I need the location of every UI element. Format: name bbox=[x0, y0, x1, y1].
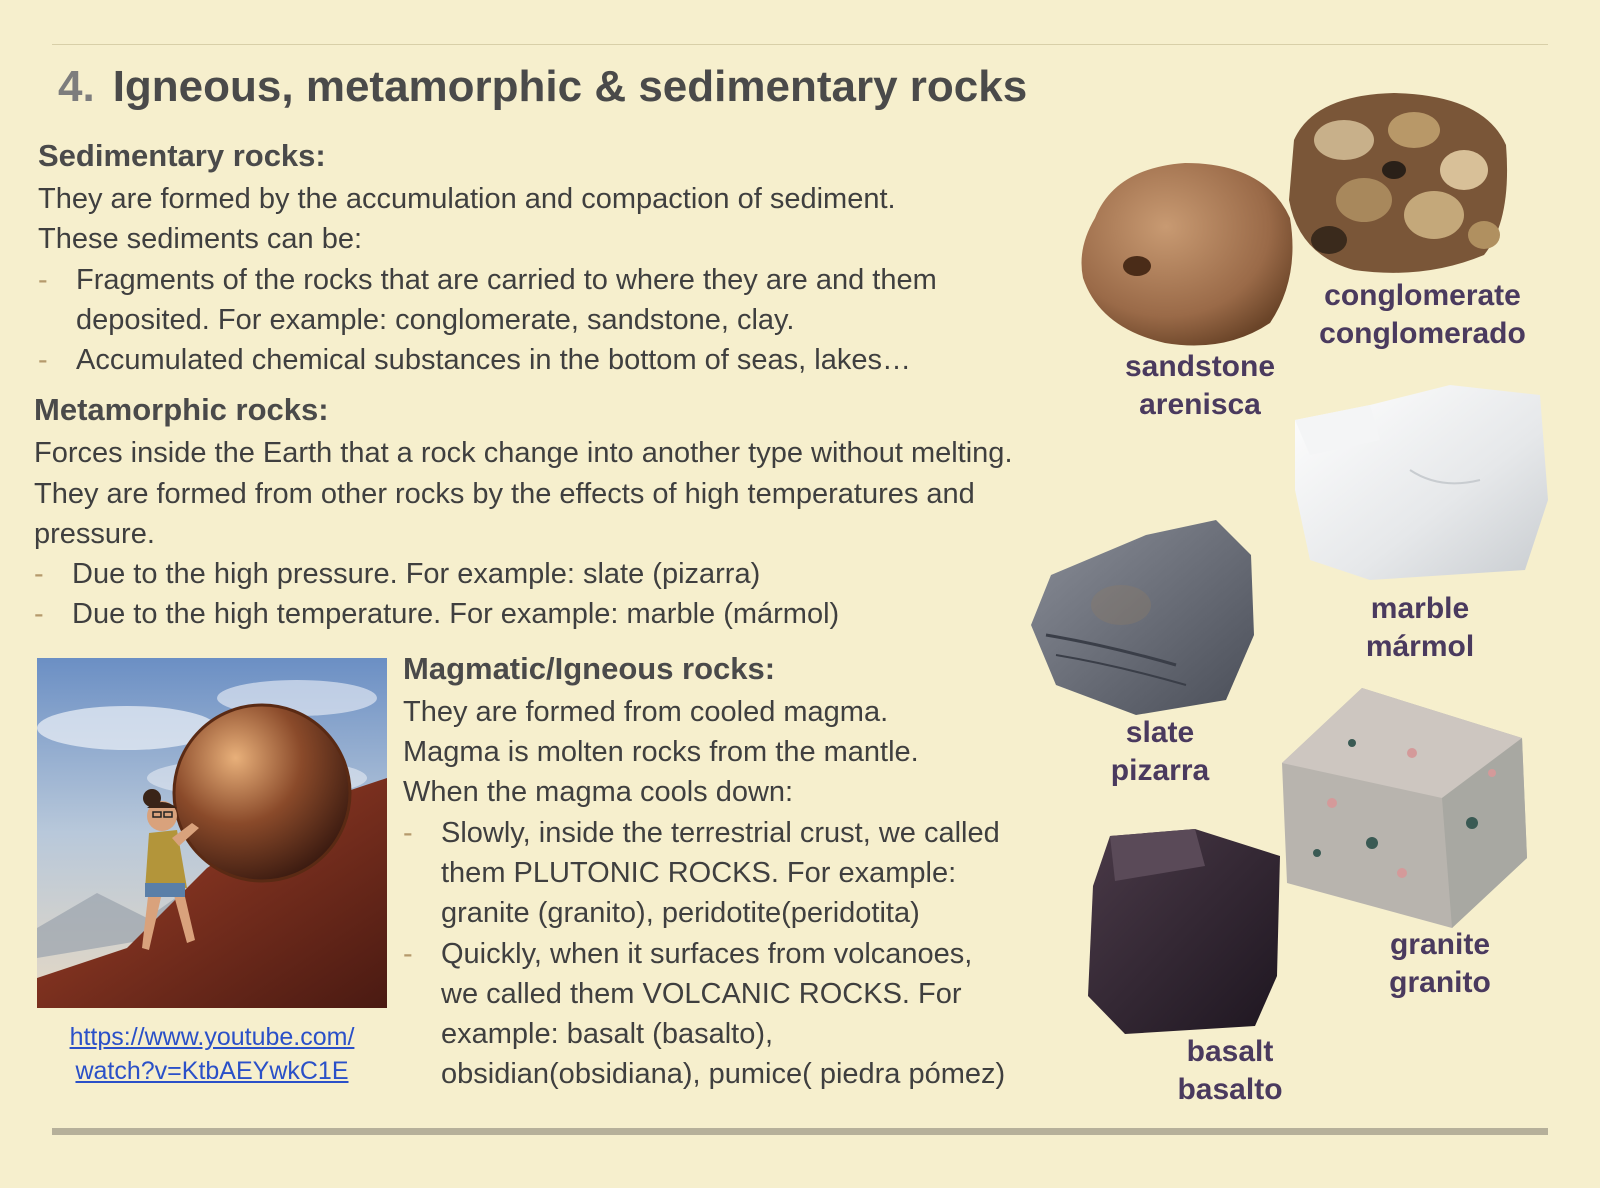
basalt-label bbox=[1130, 1033, 1330, 1109]
igneous-heading: Magmatic/Igneous rocks: bbox=[403, 651, 776, 686]
granite-image bbox=[1272, 683, 1530, 931]
top-divider bbox=[52, 44, 1548, 45]
igneous-bullet-2-line-2: we called them VOLCANIC ROCKS. For bbox=[441, 978, 962, 1010]
conglomerate-label bbox=[1300, 277, 1545, 353]
igneous-bullet-1-line-1: Slowly, inside the terrestrial crust, we called bbox=[441, 817, 1000, 849]
title-number: 4. bbox=[58, 62, 95, 111]
igneous-bullet-2-line-3: example: basalt (basalto), bbox=[441, 1018, 774, 1050]
bullet-marker: - bbox=[34, 598, 44, 630]
marble-es: mármol bbox=[1365, 630, 1475, 663]
marble-image bbox=[1290, 380, 1550, 585]
sedimentary-line-1: They are formed by the accumulation and compaction of sediment. bbox=[38, 183, 896, 215]
igneous-bullet-1-line-2: them PLUTONIC ROCKS. For example: bbox=[441, 857, 957, 889]
basalt-image bbox=[1085, 826, 1285, 1036]
basalt-es: basalto bbox=[1177, 1073, 1283, 1106]
sedimentary-bullet-1-line-2: deposited. For example: conglomerate, sandstone, clay. bbox=[76, 304, 795, 336]
title-text: Igneous, metamorphic & sedimentary rocks bbox=[112, 62, 1028, 111]
metamorphic-line-1: Forces inside the Earth that a rock change into another type without melting. bbox=[34, 437, 1013, 469]
sedimentary-bullet-2-line-1: Accumulated chemical substances in the bottom of seas, lakes… bbox=[76, 344, 911, 376]
bottom-divider bbox=[52, 1128, 1548, 1135]
conglomerate-en: conglomerate bbox=[1324, 279, 1521, 312]
igneous-line-3: When the magma cools down: bbox=[403, 776, 794, 808]
basalt-en: basalt bbox=[1186, 1035, 1274, 1068]
sandstone-label bbox=[1100, 348, 1300, 424]
sedimentary-heading: Sedimentary rocks: bbox=[38, 138, 326, 173]
sedimentary-line-2: These sediments can be: bbox=[38, 223, 363, 255]
slate-es: pizarra bbox=[1110, 754, 1210, 787]
sandstone-image bbox=[1075, 158, 1300, 353]
bullet-marker: - bbox=[38, 264, 48, 296]
conglomerate-es: conglomerado bbox=[1319, 317, 1526, 350]
youtube-link-line-2[interactable]: watch?v=KtbAEYwkC1E bbox=[75, 1057, 349, 1085]
igneous-line-2: Magma is molten rocks from the mantle. bbox=[403, 736, 919, 768]
granite-en: granite bbox=[1389, 928, 1491, 961]
igneous-bullet-1-line-3: granite (granito), peridotite(peridotita) bbox=[441, 897, 920, 929]
bullet-marker: - bbox=[38, 344, 48, 376]
metamorphic-bullet-2: Due to the high temperature. For example: marble (mármol) bbox=[72, 598, 840, 630]
marble-en: marble bbox=[1370, 592, 1470, 625]
youtube-link[interactable] bbox=[37, 1020, 387, 1088]
igneous-bullet-2-line-1: Quickly, when it surfaces from volcanoes, bbox=[441, 938, 973, 970]
conglomerate-image bbox=[1284, 90, 1512, 280]
granite-label bbox=[1340, 926, 1540, 1002]
bullet-marker: - bbox=[34, 558, 44, 590]
bullet-marker: - bbox=[403, 938, 413, 970]
boulder-illustration bbox=[37, 658, 387, 1008]
slate-label bbox=[1060, 714, 1260, 790]
igneous-bullet-2-line-4: obsidian(obsidiana), pumice( piedra pómez) bbox=[441, 1058, 1006, 1090]
granite-es: granito bbox=[1389, 966, 1491, 999]
metamorphic-heading: Metamorphic rocks: bbox=[34, 392, 329, 427]
slide-title bbox=[58, 62, 1027, 112]
slate-image bbox=[1026, 515, 1258, 720]
igneous-line-1: They are formed from cooled magma. bbox=[403, 696, 889, 728]
sandstone-es: arenisca bbox=[1139, 388, 1261, 421]
metamorphic-line-2: They are formed from other rocks by the effects of high temperatures and bbox=[34, 478, 975, 510]
sedimentary-bullet-1-line-1: Fragments of the rocks that are carried to where they are and them bbox=[76, 264, 937, 296]
bullet-marker: - bbox=[403, 817, 413, 849]
metamorphic-bullet-1: Due to the high pressure. For example: slate (pizarra) bbox=[72, 558, 761, 590]
youtube-link-line-1[interactable]: https://www.youtube.com/ bbox=[69, 1023, 355, 1051]
slate-en: slate bbox=[1125, 716, 1195, 749]
metamorphic-line-3: pressure. bbox=[34, 518, 155, 550]
sandstone-en: sandstone bbox=[1124, 350, 1276, 383]
marble-label bbox=[1320, 590, 1520, 666]
